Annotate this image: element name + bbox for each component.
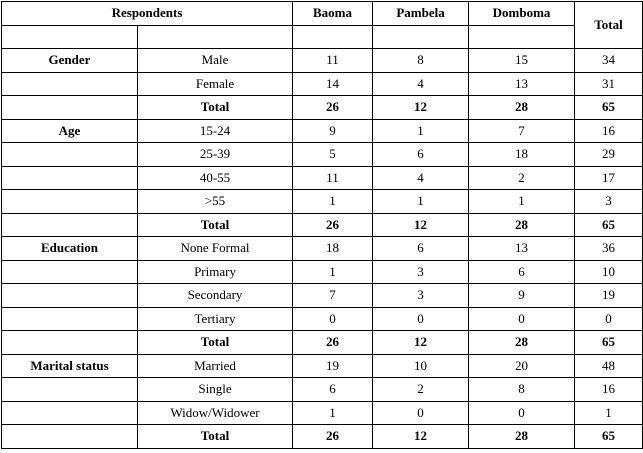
value-cell: 4 (373, 166, 469, 190)
row-total-cell: 65 (575, 425, 643, 449)
value-cell: 12 (373, 213, 469, 237)
value-cell: 2 (373, 378, 469, 402)
value-cell: 11 (293, 166, 373, 190)
table-row (2, 166, 643, 190)
value-cell: 0 (293, 307, 373, 331)
category-label: Gender (2, 49, 138, 73)
value-cell: 18 (469, 143, 575, 167)
row-total-cell: 65 (575, 96, 643, 120)
table-row (2, 119, 643, 143)
value-cell: 12 (373, 425, 469, 449)
value-cell: 7 (293, 284, 373, 308)
value-cell: 26 (293, 213, 373, 237)
row-total-cell: 48 (575, 354, 643, 378)
row-total-cell: 34 (575, 49, 643, 73)
respondents-table (1, 1, 643, 449)
value-cell: 8 (373, 49, 469, 73)
value-cell: 12 (373, 331, 469, 355)
row-total-cell: 16 (575, 119, 643, 143)
value-cell: 1 (373, 190, 469, 214)
value-cell: 9 (469, 284, 575, 308)
value-cell: 20 (469, 354, 575, 378)
value-cell: 1 (469, 190, 575, 214)
value-cell: 1 (293, 401, 373, 425)
empty-cell (2, 166, 138, 190)
value-cell: 8 (469, 378, 575, 402)
row-label: Single (138, 378, 293, 402)
col-header-pambela: Pambela (373, 2, 469, 26)
row-label: Tertiary (138, 307, 293, 331)
table-row (2, 72, 643, 96)
value-cell: 4 (373, 72, 469, 96)
value-cell: 3 (373, 260, 469, 284)
col-header-domboma: Domboma (469, 2, 575, 26)
value-cell: 6 (373, 143, 469, 167)
value-cell: 12 (373, 96, 469, 120)
row-total-cell: 16 (575, 378, 643, 402)
row-total-cell: 36 (575, 237, 643, 261)
total-row (2, 96, 643, 120)
row-total-cell: 19 (575, 284, 643, 308)
value-cell: 0 (469, 307, 575, 331)
empty-cell (2, 378, 138, 402)
table-header (2, 2, 643, 49)
value-cell: 13 (469, 72, 575, 96)
value-cell: 28 (469, 96, 575, 120)
row-label: Total (138, 331, 293, 355)
col-header-total: Total (575, 2, 643, 49)
table-row (2, 260, 643, 284)
value-cell: 3 (373, 284, 469, 308)
table-row (2, 143, 643, 167)
value-cell: 0 (373, 307, 469, 331)
table-row (2, 190, 643, 214)
value-cell: 15 (469, 49, 575, 73)
row-label: 15-24 (138, 119, 293, 143)
value-cell: 0 (373, 401, 469, 425)
row-total-cell: 29 (575, 143, 643, 167)
value-cell: 1 (373, 119, 469, 143)
row-total-cell: 1 (575, 401, 643, 425)
total-row (2, 213, 643, 237)
row-label: Total (138, 213, 293, 237)
row-total-cell: 10 (575, 260, 643, 284)
row-total-cell: 65 (575, 213, 643, 237)
table-row (2, 378, 643, 402)
table-row (2, 401, 643, 425)
respondents-header: Respondents (2, 2, 293, 26)
row-total-cell: 65 (575, 331, 643, 355)
value-cell: 6 (293, 378, 373, 402)
value-cell: 10 (373, 354, 469, 378)
row-label: Primary (138, 260, 293, 284)
row-total-cell: 0 (575, 307, 643, 331)
row-label: Married (138, 354, 293, 378)
total-row (2, 425, 643, 449)
value-cell: 1 (293, 190, 373, 214)
value-cell: 19 (293, 354, 373, 378)
empty-cell (293, 25, 373, 49)
empty-cell (2, 307, 138, 331)
total-row (2, 331, 643, 355)
value-cell: 14 (293, 72, 373, 96)
value-cell: 5 (293, 143, 373, 167)
row-total-cell: 31 (575, 72, 643, 96)
header-row (2, 2, 643, 26)
table-row (2, 307, 643, 331)
table-row (2, 354, 643, 378)
value-cell: 26 (293, 425, 373, 449)
col-header-baoma: Baoma (293, 2, 373, 26)
category-label: Marital status (2, 354, 138, 378)
value-cell: 13 (469, 237, 575, 261)
row-label: 25-39 (138, 143, 293, 167)
row-label: Female (138, 72, 293, 96)
row-total-cell: 17 (575, 166, 643, 190)
empty-cell (2, 401, 138, 425)
value-cell: 9 (293, 119, 373, 143)
empty-cell (373, 25, 469, 49)
empty-cell (2, 213, 138, 237)
value-cell: 6 (469, 260, 575, 284)
value-cell: 26 (293, 96, 373, 120)
value-cell: 28 (469, 331, 575, 355)
table-row (2, 49, 643, 73)
empty-cell (2, 190, 138, 214)
row-label: Secondary (138, 284, 293, 308)
value-cell: 28 (469, 425, 575, 449)
empty-cell (2, 284, 138, 308)
empty-cell (2, 96, 138, 120)
row-label: Widow/Widower (138, 401, 293, 425)
empty-cell (2, 72, 138, 96)
value-cell: 26 (293, 331, 373, 355)
value-cell: 0 (469, 401, 575, 425)
table-row (2, 284, 643, 308)
value-cell: 7 (469, 119, 575, 143)
row-label: Total (138, 96, 293, 120)
value-cell: 1 (293, 260, 373, 284)
empty-cell (2, 25, 138, 49)
empty-cell (2, 260, 138, 284)
value-cell: 11 (293, 49, 373, 73)
row-label: None Formal (138, 237, 293, 261)
empty-cell (2, 331, 138, 355)
value-cell: 6 (373, 237, 469, 261)
header-subrow (2, 25, 643, 49)
category-label: Age (2, 119, 138, 143)
empty-cell (2, 143, 138, 167)
empty-cell (2, 425, 138, 449)
row-label: Male (138, 49, 293, 73)
row-total-cell: 3 (575, 190, 643, 214)
value-cell: 28 (469, 213, 575, 237)
row-label: 40-55 (138, 166, 293, 190)
table-body (2, 49, 643, 449)
table-row (2, 237, 643, 261)
empty-cell (469, 25, 575, 49)
category-label: Education (2, 237, 138, 261)
value-cell: 18 (293, 237, 373, 261)
value-cell: 2 (469, 166, 575, 190)
row-label: >55 (138, 190, 293, 214)
row-label: Total (138, 425, 293, 449)
empty-cell (138, 25, 293, 49)
